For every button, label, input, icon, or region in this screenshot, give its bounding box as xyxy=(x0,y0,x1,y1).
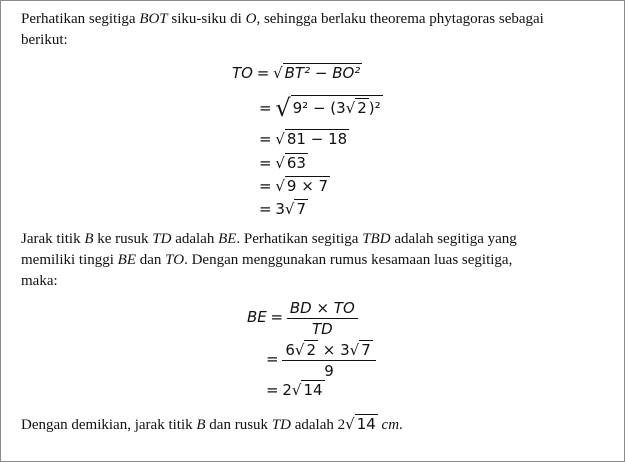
coefficient: 2 xyxy=(282,381,292,399)
equals-sign: = xyxy=(259,177,272,195)
para-text: dan rusuk xyxy=(205,417,272,433)
eq2-row-1 xyxy=(247,299,358,338)
radicand: 2 xyxy=(306,341,316,359)
radicand-part: )² xyxy=(368,99,381,117)
eq1-row-6 xyxy=(259,200,308,219)
segment-label: BE xyxy=(117,252,136,268)
numerator-part: × 3 xyxy=(317,341,350,359)
equals-sign: = xyxy=(259,154,272,172)
numerator xyxy=(282,341,375,361)
equals-sign: = xyxy=(259,200,272,218)
intro-text: berikut: xyxy=(21,32,68,48)
numerator: BD × TO xyxy=(287,299,358,319)
sqrt-symbol: √ xyxy=(275,154,285,172)
sqrt-symbol: √ xyxy=(294,341,305,359)
coefficient: 3 xyxy=(275,200,285,218)
equals-sign: = xyxy=(259,130,272,148)
eq2-lhs: BE xyxy=(247,307,267,326)
unit-label: cm xyxy=(377,417,400,433)
distance-paragraph xyxy=(21,229,606,292)
sqrt-symbol: √ xyxy=(345,415,355,433)
eq2-row-2 xyxy=(266,341,376,380)
eq1-row-1 xyxy=(232,64,362,83)
equals-sign: = xyxy=(266,349,279,368)
triangle-label: BOT xyxy=(139,11,168,27)
radicand xyxy=(291,95,383,117)
equals-sign: = xyxy=(259,99,272,117)
intro-paragraph xyxy=(21,9,606,51)
segment-label: TO xyxy=(165,252,185,268)
para-text: Dengan demikian, jarak titik xyxy=(21,417,197,433)
equals-sign: = xyxy=(270,307,284,326)
conclusion-paragraph xyxy=(21,414,606,436)
edge-label: TD xyxy=(152,231,172,247)
equals-sign: = xyxy=(256,64,270,82)
radicand-part: 9² − (3 xyxy=(292,99,346,117)
triangle-label: TBD xyxy=(362,231,391,247)
eq1-row-2 xyxy=(259,94,383,122)
segment-label: BE xyxy=(218,231,237,247)
radicand: 9 × 7 xyxy=(286,177,329,195)
eq2-row-3 xyxy=(266,381,325,400)
coefficient: 6 xyxy=(285,341,295,359)
para-text: ke rusuk xyxy=(93,231,153,247)
eq1-row-4 xyxy=(259,154,308,173)
radicand: 81 − 18 xyxy=(286,130,348,148)
para-text: Jarak titik xyxy=(21,231,85,247)
radicand: 7 xyxy=(361,341,371,359)
sqrt-symbol: √ xyxy=(275,94,291,122)
radicand: 7 xyxy=(296,200,306,218)
para-text: . xyxy=(399,417,403,433)
denominator: 9 xyxy=(324,362,334,380)
sqrt-symbol: √ xyxy=(273,64,283,82)
edge-label: TD xyxy=(271,417,291,433)
point-label: O xyxy=(245,11,257,27)
sqrt-symbol: √ xyxy=(345,99,356,117)
para-text: maka: xyxy=(21,273,58,289)
radicand: 14 xyxy=(356,415,376,433)
para-text: adalah 2 xyxy=(290,417,346,433)
para-text: adalah segitiga yang xyxy=(390,231,517,247)
intro-text: , sehingga berlaku theorema phytagoras sebagai xyxy=(256,11,544,27)
sqrt-symbol: √ xyxy=(284,200,295,218)
point-label: B xyxy=(196,417,206,433)
denominator: TD xyxy=(311,320,333,338)
para-text: memiliki tinggi xyxy=(21,252,118,268)
fraction xyxy=(282,341,375,380)
fraction xyxy=(287,299,358,338)
eq1-row-5 xyxy=(259,177,330,196)
radicand: 63 xyxy=(286,154,306,172)
intro-text: Perhatikan segitiga xyxy=(21,11,140,27)
intro-text: siku-siku di xyxy=(167,11,246,27)
para-text: dan xyxy=(136,252,166,268)
sqrt-symbol: √ xyxy=(275,177,285,195)
radicand: BT² − BO² xyxy=(284,64,361,82)
sqrt-symbol: √ xyxy=(275,130,285,148)
equals-sign: = xyxy=(266,381,279,399)
para-text: adalah xyxy=(171,231,219,247)
radicand: 2 xyxy=(357,99,367,117)
eq1-row-3 xyxy=(259,130,349,149)
para-text: . Dengan menggunakan rumus kesamaan luas segitiga, xyxy=(184,252,513,268)
sqrt-symbol: √ xyxy=(349,341,360,359)
sqrt-symbol: √ xyxy=(291,381,302,399)
eq1-lhs: TO xyxy=(232,64,253,82)
para-text: . Perhatikan segitiga xyxy=(236,231,363,247)
radicand: 14 xyxy=(303,381,323,399)
point-label: B xyxy=(84,231,94,247)
